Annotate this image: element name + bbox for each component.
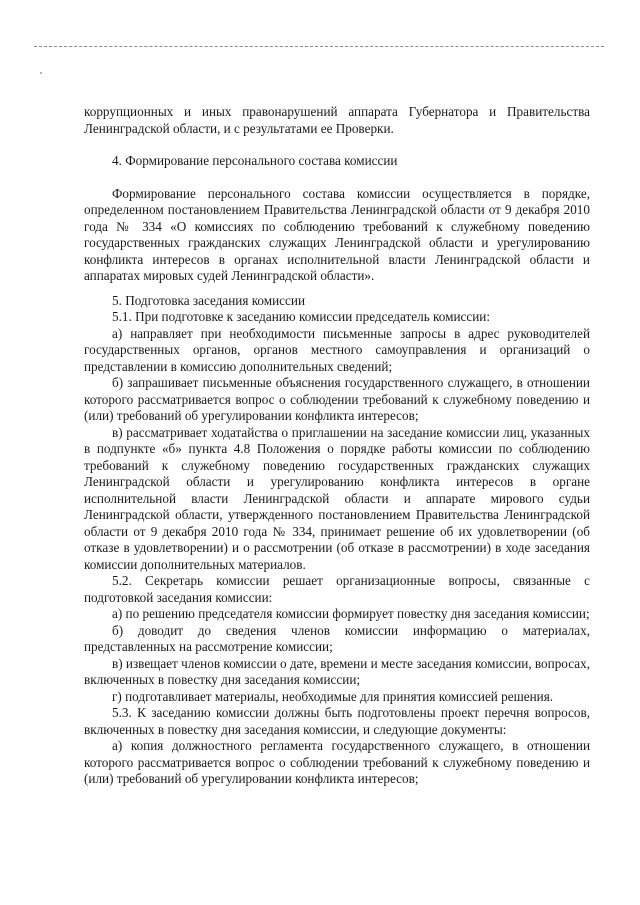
clause-5-2-a: а) по решению председателя комиссии формирует повестку дня заседания комиссии; <box>112 606 590 621</box>
section-4-paragraph: Формирование персонального состава комиссии осуществляется в порядке, определенном постановлением Правительства Ленинградской области от 9 декабря 2010 года № 334 «О комиссиях по соблюдению требований к служебному поведению государственных гражданских служащих Ленинградской области и урегулированию конфликта интересов в органах исполнительной власти Ленинградской области и аппаратах мировых судей Ленинградской области». <box>84 185 590 283</box>
paragraph-continued: коррупционных и иных правонарушений аппарата Губернатора и Правительства Ленинградской области, и с результатами ее Проверки. <box>84 104 590 136</box>
scan-artifact-dot <box>40 72 42 74</box>
section-4-heading: 4. Формирование персонального состава комиссии <box>112 153 398 168</box>
document-body <box>84 104 590 788</box>
clause-5-1-b: б) запрашивает письменные объяснения государственного служащего, в отношении которого рассматривается вопрос о соблюдении требований к служебному поведению и (или) требований об урегулировании конфликта интересов; <box>84 375 590 423</box>
clause-5-3: 5.3. К заседанию комиссии должны быть подготовлены проект перечня вопросов, включенных в повестку дня заседания комиссии, и следующие документы: <box>84 705 590 737</box>
clause-5-3-a: а) копия должностного регламента государственного служащего, в отношении которого рассматривается вопрос о соблюдении требований к служебному поведению и (или) требований об урегулировании конфликта интересов; <box>84 738 590 786</box>
clause-5-2-v: в) извещает членов комиссии о дате, времени и месте заседания комиссии, вопросах, включенных в повестку дня заседания комиссии; <box>84 655 590 687</box>
clause-5-1: 5.1. При подготовке к заседанию комиссии председатель комиссии: <box>112 309 490 324</box>
clause-5-2-b: б) доводит до сведения членов комиссии информацию о материалах, представленных на рассмотрение комиссии; <box>84 622 590 654</box>
clause-5-2-g: г) подготавливает материалы, необходимые для принятия комиссией решения. <box>112 688 554 704</box>
scan-artifact-line <box>34 46 604 47</box>
clause-5-2: 5.2. Секретарь комиссии решает организационные вопросы, связанные с подготовкой заседания комиссии: <box>84 573 590 605</box>
clause-5-1-a: а) направляет при необходимости письменные запросы в адрес руководителей государственных органов, органов местного самоуправления и организаций о представлении в комиссию дополнительных сведений; <box>84 325 590 374</box>
section-5-heading: 5. Подготовка заседания комиссии <box>112 292 306 308</box>
clause-5-1-v: в) рассматривает ходатайства о приглашении на заседание комиссии лиц, указанных в подпункте «б» пункта 4.8 Положения о порядке работы комиссии по соблюдению требований к служебному поведению государственных гражданских служащих Ленинградской области и урегулированию конфликта интересов в органе исполнительной власти Ленинградской области и аппарате мирового судьи Ленинградской области, утвержденного постановлением Правительства Ленинградской области от 9 декабря 2010 года № 334, принимает решение об их удовлетворении (об отказе в удовлетворении) и о рассмотрении (об отказе в рассмотрении) в ходе заседания комиссии дополнительных материалов. <box>84 424 590 572</box>
